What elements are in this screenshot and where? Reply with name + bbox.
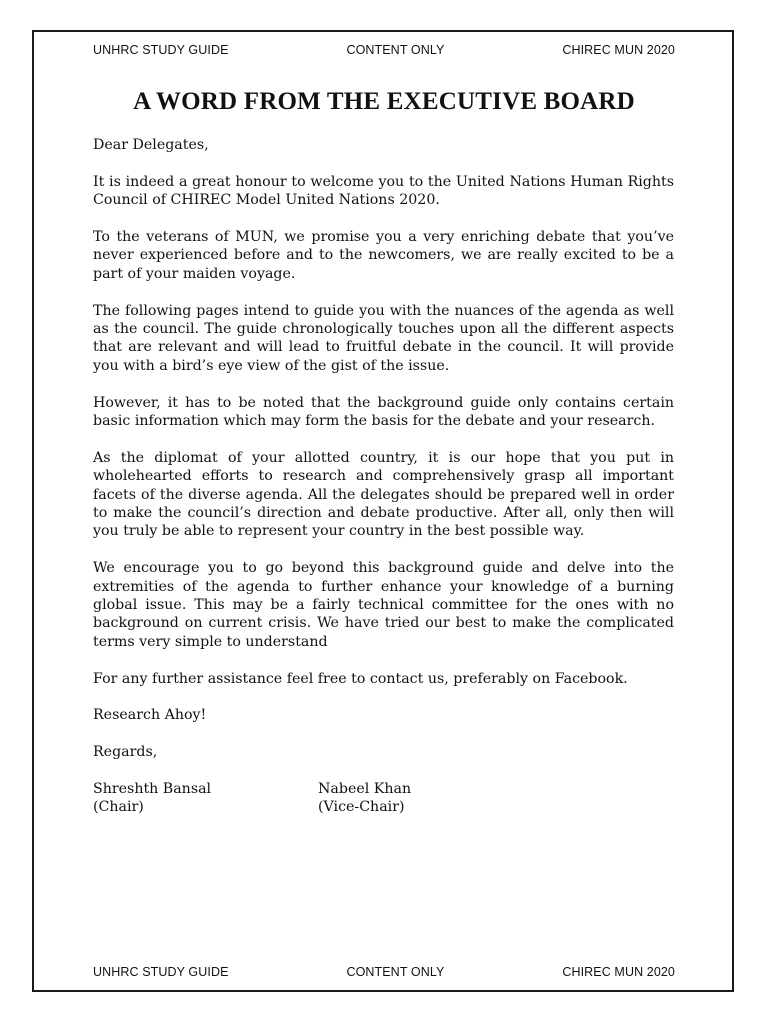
page-title: A WORD FROM THE EXECUTIVE BOARD xyxy=(133,88,635,115)
paragraph-6: We encourage you to go beyond this background guide and delve into the extremities of the agenda to further enhance your knowledge of a burning global issue. This may be a fairly technical committee for the ones with no background on current crisis. We have tried our best to make the complicated terms very simple to understand xyxy=(93,560,674,650)
paragraph-1: It is indeed a great honour to welcome you to the United Nations Human Rights Council of CHIREC Model United Nations 2020. xyxy=(93,173,674,209)
paragraph-2: To the veterans of MUN, we promise you a very enriching debate that you’ve never experienced before and to the newcomers, we are really excited to be a part of your maiden voyage. xyxy=(93,229,674,282)
paragraph-4: However, it has to be noted that the background guide only contains certain basic information which may form the basis for the debate and your research. xyxy=(93,394,674,430)
signatory-role: (Vice-Chair) xyxy=(318,799,405,816)
signature-block xyxy=(93,780,674,817)
page-header xyxy=(93,43,675,57)
paragraph-3: The following pages intend to guide you with the nuances of the agenda as well as the council. The guide chronologically touches upon all the different aspects that are relevant and will lead to fruitful debate in the council. It will provide you with a bird’s eye view of the gist of the issue. xyxy=(93,302,674,374)
page-footer xyxy=(93,965,675,979)
signatory-role: (Chair) xyxy=(93,799,144,816)
closing: Regards, xyxy=(93,744,158,761)
paragraph-7: For any further assistance feel free to contact us, preferably on Facebook. xyxy=(93,670,628,687)
header-center: CONTENT ONLY xyxy=(346,43,445,57)
header-right: CHIREC MUN 2020 xyxy=(562,43,675,57)
footer-left: UNHRC STUDY GUIDE xyxy=(93,965,229,979)
paragraph-5: As the diplomat of your allotted country, it is our hope that you put in wholehearted efforts to research and comprehensively grasp all important facets of the diverse agenda. All the delegates should be prepared well in order to make the council’s direction and debate productive. After all, only then will you truly be able to represent your country in the best possible way. xyxy=(93,449,674,540)
signatory-chair xyxy=(93,780,318,817)
paragraph-8: Research Ahoy! xyxy=(93,707,207,724)
signatory-vice-chair xyxy=(318,780,411,817)
salutation: Dear Delegates, xyxy=(93,137,209,153)
signatory-name: Shreshth Bansal xyxy=(93,781,212,798)
signatory-name: Nabeel Khan xyxy=(318,781,412,798)
letter-body xyxy=(93,136,674,817)
footer-center: CONTENT ONLY xyxy=(346,965,445,979)
header-left: UNHRC STUDY GUIDE xyxy=(93,43,229,57)
footer-right: CHIREC MUN 2020 xyxy=(562,965,675,979)
